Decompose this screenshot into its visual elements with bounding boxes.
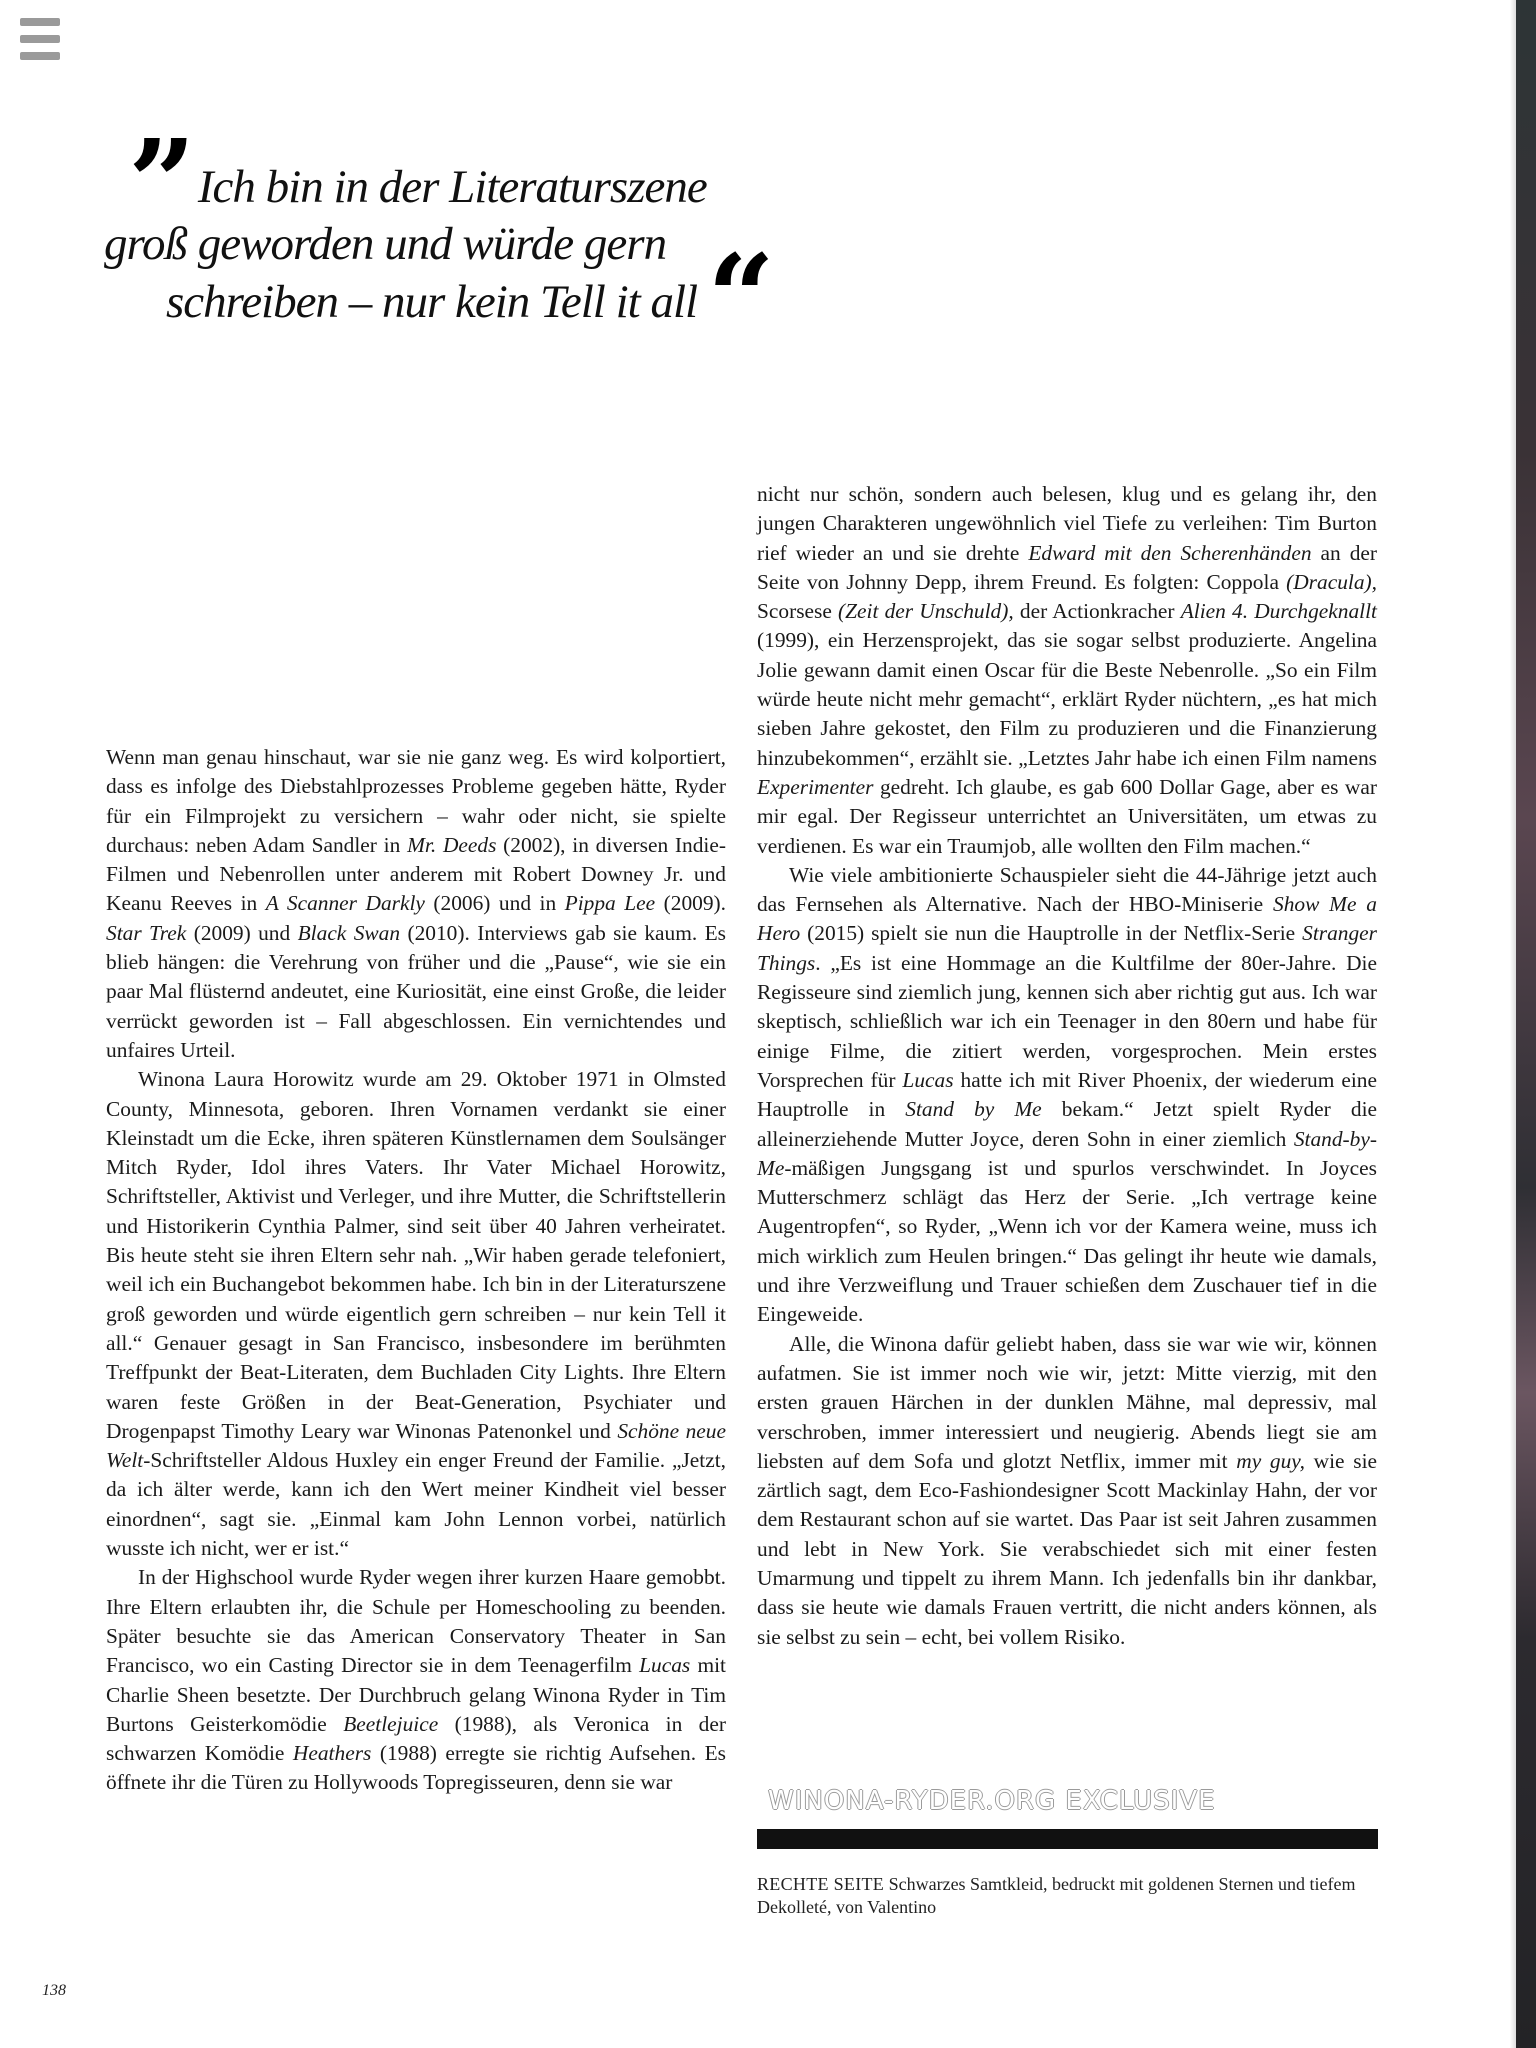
paragraph: Winona Laura Horowitz wurde am 29. Oktober 1971 in Olmsted County, Minnesota, geboren. Ihren Vornamen verdankt sie einer Kleinstadt um die Ecke, ihren späteren Künstlernamen dem Soulsänger Mitch Ryder, Idol ihres Vaters. Ihr Vater Michael Horowitz, Schriftsteller, Aktivist und Verleger, und ihre Mutter, die Schriftstellerin und Historikerin Cynthia Palmer, sind seit über 40 Jahren verheiratet. Bis heute steht sie ihren Eltern sehr nah. „Wir haben gerade telefoniert, weil ich ein Buchangebot bekommen habe. Ich bin in der Literaturszene groß geworden und würde eigentlich gern schreiben – nur kein Tell it all.“ Genauer gesagt in San Francisco, insbesondere im berühmten Treffpunkt der Beat-Literaten, dem Buchladen City Lights. Ihre Eltern waren feste Größen in der Beat-Generation, Psychiater und Drogenpapst Timothy Leary war Winonas Patenonkel und Schöne neue Welt-Schriftsteller Aldous Huxley ein enger Freund der Familie. „Jetzt, da ich älter werde, kann ich den Wert meiner Kindheit viel besser einordnen“, sagt sie. „Einmal kam John Lennon vorbei, natürlich wusste ich nicht, wer er ist.“	[106, 1067, 726, 1561]
quote-close-icon: “	[707, 228, 767, 367]
photo-caption	[757, 1873, 1397, 1919]
paragraph: In der Highschool wurde Ryder wegen ihrer kurzen Haare gemobbt. Ihre Eltern erlaubten ihr, die Schule per Homeschooling zu beenden. Später besuchte sie das American Conservatory Theater in San Francisco, wo ein Casting Director sie in dem Teenagerfilm Lucas mit Charlie Sheen besetzte. Der Durchbruch gelang Winona Ryder in Tim Burtons Geisterkomödie Beetlejuice (1988), als Veronica in der schwarzen Komödie Heathers (1988) erregte sie richtig Aufsehen. Es öffnete ihr die Türen zu Hollywoods Topregisseuren, denn sie war	[106, 1565, 726, 1795]
paragraph: nicht nur schön, sondern auch belesen, klug und es gelang ihr, den jungen Charakteren ungewöhnlich viel Tiefe zu verleihen: Tim Burton rief wieder an und sie drehte Edward mit den Scherenhänden an der Seite von Johnny Depp, ihrem Freund. Es folgten: Coppola (Dracula), Scorsese (Zeit der Unschuld), der Actionkracher Alien 4. Durchgeknallt (1999), ein Herzensprojekt, das sie sogar selbst produzierte. Angelina Jolie gewann damit einen Oscar für die Beste Nebenrolle. „So ein Film würde heute nicht mehr gemacht“, erklärt Ryder nüchtern, „es hat mich sieben Jahre gekostet, den Film zu produzieren und die Finanzierung hinzubekommen“, erzählt sie. „Letztes Jahr habe ich einen Film namens Experimenter gedreht. Ich glaube, es gab 600 Dollar Gage, aber es war mir egal. Der Regisseur unterrichtet an Universitäten, um etwas zu verdienen. Es war ein Traumjob, alle wollten den Film machen.“	[757, 482, 1378, 858]
facing-page-photo-edge	[1516, 0, 1536, 2048]
article-column-left	[106, 743, 726, 1798]
pull-quote-line-2: groß geworden und würde gern	[104, 218, 667, 270]
paragraph: Alle, die Winona dafür geliebt haben, dass sie war wie wir, können aufatmen. Sie ist immer noch wie wir, jetzt: Mitte vierzig, mit den ersten grauen Härchen in der dunklen Mähne, mal depressiv, mal verschroben, immer interessiert und neugierig. Abends liegt sie am liebsten auf dem Sofa und glotzt Netflix, immer mit my guy, wie sie zärtlich sagt, dem Eco-Fashiondesigner Scott Mackinlay Hahn, der vor dem Restaurant schon auf sie wartet. Das Paar ist seit Jahren zusammen und lebt in New York. Sie verabschiedet sich mit einer festen Umarmung und tippelt zu ihrem Mann. Ich jedenfalls bin ihr dankbar, dass sie heute wie damals Frauen vertritt, die nicht anders können, als sie selbst zu sein – echt, bei vollem Risiko.	[757, 1331, 1378, 1649]
quote-open-icon: ”	[128, 113, 188, 252]
pull-quote	[98, 113, 858, 367]
caption-label: RECHTE SEITE	[757, 1874, 885, 1894]
caption-divider-bar	[757, 1829, 1378, 1849]
watermark: WINONA-RYDER.ORG EXCLUSIVE	[768, 1786, 1216, 1816]
pull-quote-line-3: schreiben – nur kein Tell it all“	[166, 228, 767, 367]
pull-quote-line-1: ” Ich bin in der Literaturszene	[128, 113, 707, 252]
caption-text: Schwarzes Samtkleid, bedruckt mit goldenen Sternen und tiefem Dekolleté, von Valentino	[757, 1874, 1356, 1917]
paragraph: Wie viele ambitionierte Schauspieler sieht die 44-Jährige jetzt auch das Fernsehen als Alternative. Nach der HBO-Miniserie Show Me a Hero (2015) spielt sie nun die Hauptrolle in der Netflix-Serie Stranger Things. „Es ist eine Hommage an die Kultfilme der 80er-Jahre. Die Regisseure sind ziemlich jung, kennen sich aber richtig gut aus. Ich war skeptisch, schließlich war ich ein Teenager in den 80ern und habe für einige Filme, die zitiert werden, vorgesprochen. Mein erstes Vorsprechen für Lucas hatte ich mit River Phoenix, der wiederum eine Hauptrolle in Stand by Me bekam.“ Jetzt spielt Ryder die alleinerziehende Mutter Joyce, deren Sohn in einer ziemlich Stand-by-Me-mäßigen Jungsgang ist und spurlos verschwindet. In Joyces Mutterschmerz schlägt das Herz der Serie. „Ich vertrage keine Augentropfen“, so Ryder, „Wenn ich vor der Kamera weine, muss ich mich wirklich zum Heulen bringen.“ Das gelingt ihr heute wie damals, und ihre Verzweiflung und Trauer schießen dem Zuschauer tief in die Eingeweide.	[757, 862, 1378, 1327]
page-number: 138	[42, 1982, 66, 1999]
paragraph: Wenn man genau hinschaut, war sie nie ganz weg. Es wird kolportiert, dass es infolge des Diebstahlprozesses Probleme gegeben hätte, Ryder für ein Filmprojekt zu versichern – wahr oder nicht, sie spielte durchaus: neben Adam Sandler in Mr. Deeds (2002), in diversen Indie-Filmen und Nebenrollen unter anderem mit Robert Downey Jr. und Keanu Reeves in A Scanner Darkly (2006) und in Pippa Lee (2009). Star Trek (2009) und Black Swan (2010). Interviews gab sie kaum. Es blieb hängen: die Verehrung von früher und die „Pause“, wie sie ein paar Mal flüsternd andeutet, eine Kuriosität, eine einst Große, die leider verrückt geworden ist – Fall abgeschlossen. Ein vernichtendes und unfaires Urteil.	[106, 745, 726, 1062]
article-column-right	[757, 480, 1377, 1652]
menu-icon[interactable]	[20, 18, 60, 60]
